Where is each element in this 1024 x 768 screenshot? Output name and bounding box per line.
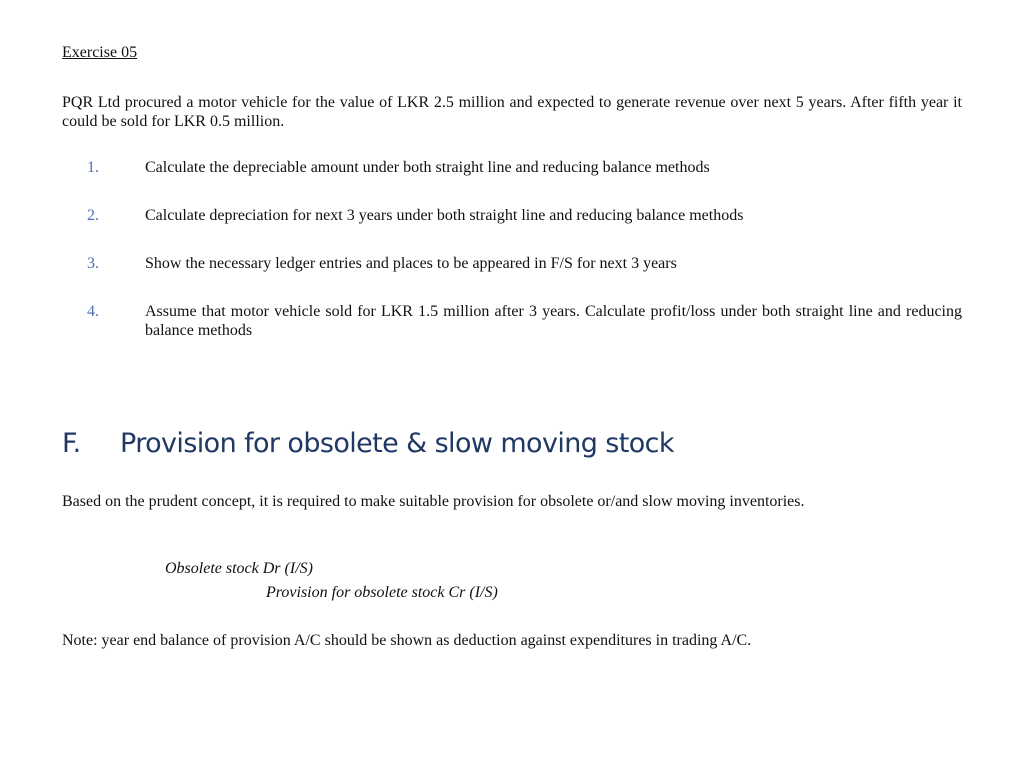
task-text: Calculate the depreciable amount under both straight line and reducing balance methods — [145, 159, 710, 176]
section-body: Based on the prudent concept, it is required to make suitable provision for obsolete or/and slow moving inventories. — [62, 493, 805, 510]
journal-debit-entry: Obsolete stock Dr (I/S) — [165, 560, 313, 577]
exercise-title: Exercise 05 — [62, 44, 138, 61]
task-text: Show the necessary ledger entries and places to be appeared in F/S for next 3 years — [145, 255, 677, 272]
section-title: Provision for obsolete & slow moving stock — [120, 428, 674, 459]
section-heading — [62, 428, 674, 459]
task-number: 2. — [87, 207, 99, 224]
task-number: 4. — [87, 303, 99, 320]
task-number: 3. — [87, 255, 99, 272]
exercise-intro: PQR Ltd procured a motor vehicle for the value of LKR 2.5 million and expected to generate revenue over next 5 years. After fifth year it could be sold for LKR 0.5 million. — [62, 94, 962, 130]
section-note: Note: year end balance of provision A/C should be shown as deduction against expenditures in trading A/C. — [62, 632, 752, 649]
section-letter: F. — [62, 428, 81, 459]
task-text: Calculate depreciation for next 3 years under both straight line and reducing balance methods — [145, 207, 744, 224]
task-number: 1. — [87, 159, 99, 176]
journal-credit-entry: Provision for obsolete stock Cr (I/S) — [266, 584, 498, 601]
task-text: Assume that motor vehicle sold for LKR 1.5 million after 3 years. Calculate profit/loss under both straight line and reducing balance methods — [145, 303, 962, 339]
